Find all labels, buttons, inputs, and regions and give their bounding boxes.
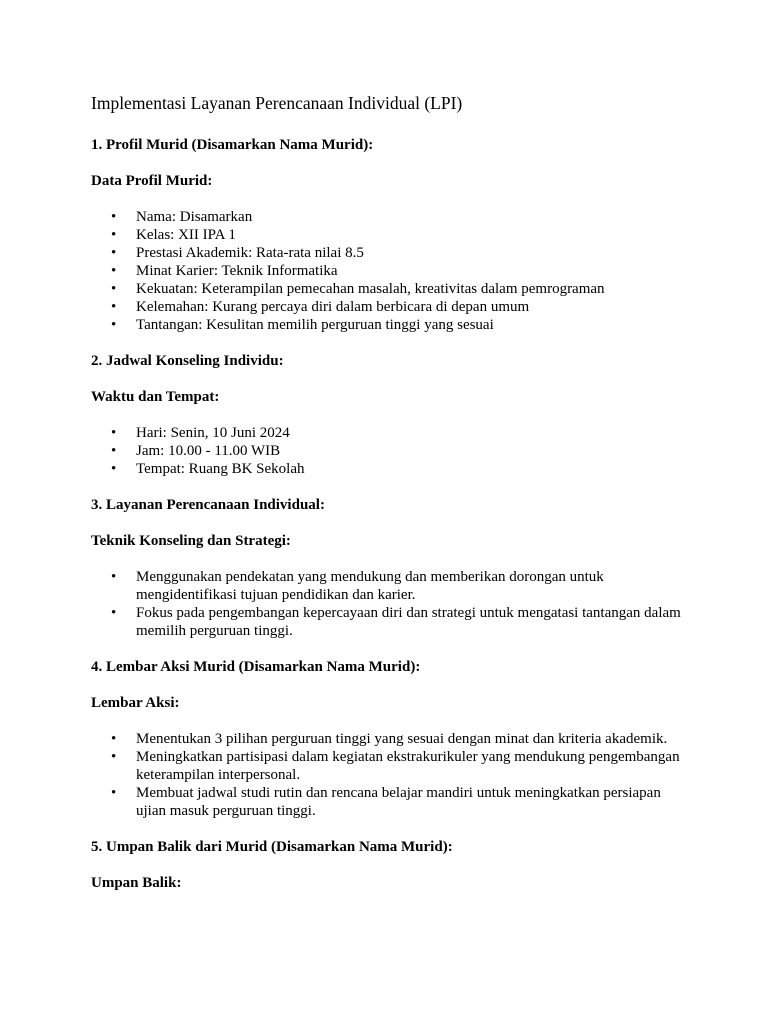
bullet-list <box>91 424 691 478</box>
list-item: • Nama: Disamarkan <box>111 209 253 225</box>
list-item: • Tantangan: Kesulitan memilih perguruan tinggi yang sesuai <box>111 317 494 333</box>
section-heading: 1. Profil Murid (Disamarkan Nama Murid): <box>91 137 374 153</box>
bullet-list <box>91 730 691 820</box>
section-subheading: Teknik Konseling dan Strategi: <box>91 533 291 549</box>
bullet-list <box>91 568 691 640</box>
section-heading: 3. Layanan Perencanaan Individual: <box>91 497 325 513</box>
bullet-list <box>91 208 691 334</box>
bullet-icon: • <box>111 209 117 225</box>
list-item: • Kelemahan: Kurang percaya diri dalam berbicara di depan umum <box>111 299 530 315</box>
section-heading: 5. Umpan Balik dari Murid (Disamarkan Nama Murid): <box>91 839 453 855</box>
list-item: • Meningkatkan partisipasi dalam kegiatan ekstrakurikuler yang mendukung pengembangan keterampilan interpersonal. <box>111 749 680 783</box>
list-item: • Kekuatan: Keterampilan pemecahan masalah, kreativitas dalam pemrograman <box>111 281 605 297</box>
bullet-icon: • <box>111 299 117 315</box>
list-item: • Prestasi Akademik: Rata-rata nilai 8.5 <box>111 245 364 261</box>
list-item: • Membuat jadwal studi rutin dan rencana belajar mandiri untuk meningkatkan persiapan ujian masuk perguruan tinggi. <box>111 785 661 819</box>
section-subheading: Umpan Balik: <box>91 875 182 891</box>
section-subheading: Data Profil Murid: <box>91 173 213 189</box>
bullet-icon: • <box>111 281 117 297</box>
document-title: Implementasi Layanan Perencanaan Individual (LPI) <box>91 93 463 113</box>
list-item: • Tempat: Ruang BK Sekolah <box>111 461 305 477</box>
section-subheading: Waktu dan Tempat: <box>91 389 220 405</box>
list-item: • Fokus pada pengembangan kepercayaan diri dan strategi untuk mengatasi tantangan dalam memilih perguruan tinggi. <box>111 605 681 639</box>
list-item: • Jam: 10.00 - 11.00 WIB <box>111 443 281 459</box>
list-item: • Hari: Senin, 10 Juni 2024 <box>111 425 290 441</box>
section-heading: 4. Lembar Aksi Murid (Disamarkan Nama Murid): <box>91 659 421 675</box>
bullet-icon: • <box>111 425 117 441</box>
section-heading: 2. Jadwal Konseling Individu: <box>91 353 284 369</box>
bullet-icon: • <box>111 569 117 585</box>
bullet-icon: • <box>111 317 117 333</box>
list-item: • Minat Karier: Teknik Informatika <box>111 263 338 279</box>
list-item: • Menggunakan pendekatan yang mendukung dan memberikan dorongan untuk mengidentifikasi tujuan pendidikan dan karier. <box>111 569 604 603</box>
bullet-icon: • <box>111 443 117 459</box>
document-page <box>91 91 691 892</box>
list-item: • Kelas: XII IPA 1 <box>111 227 236 243</box>
section-subheading: Lembar Aksi: <box>91 695 180 711</box>
list-item: • Menentukan 3 pilihan perguruan tinggi yang sesuai dengan minat dan kriteria akademik. <box>111 731 668 747</box>
bullet-icon: • <box>111 245 117 261</box>
bullet-icon: • <box>111 605 117 621</box>
bullet-icon: • <box>111 785 117 801</box>
bullet-icon: • <box>111 227 117 243</box>
bullet-icon: • <box>111 263 117 279</box>
bullet-icon: • <box>111 749 117 765</box>
bullet-icon: • <box>111 461 117 477</box>
bullet-icon: • <box>111 731 117 747</box>
